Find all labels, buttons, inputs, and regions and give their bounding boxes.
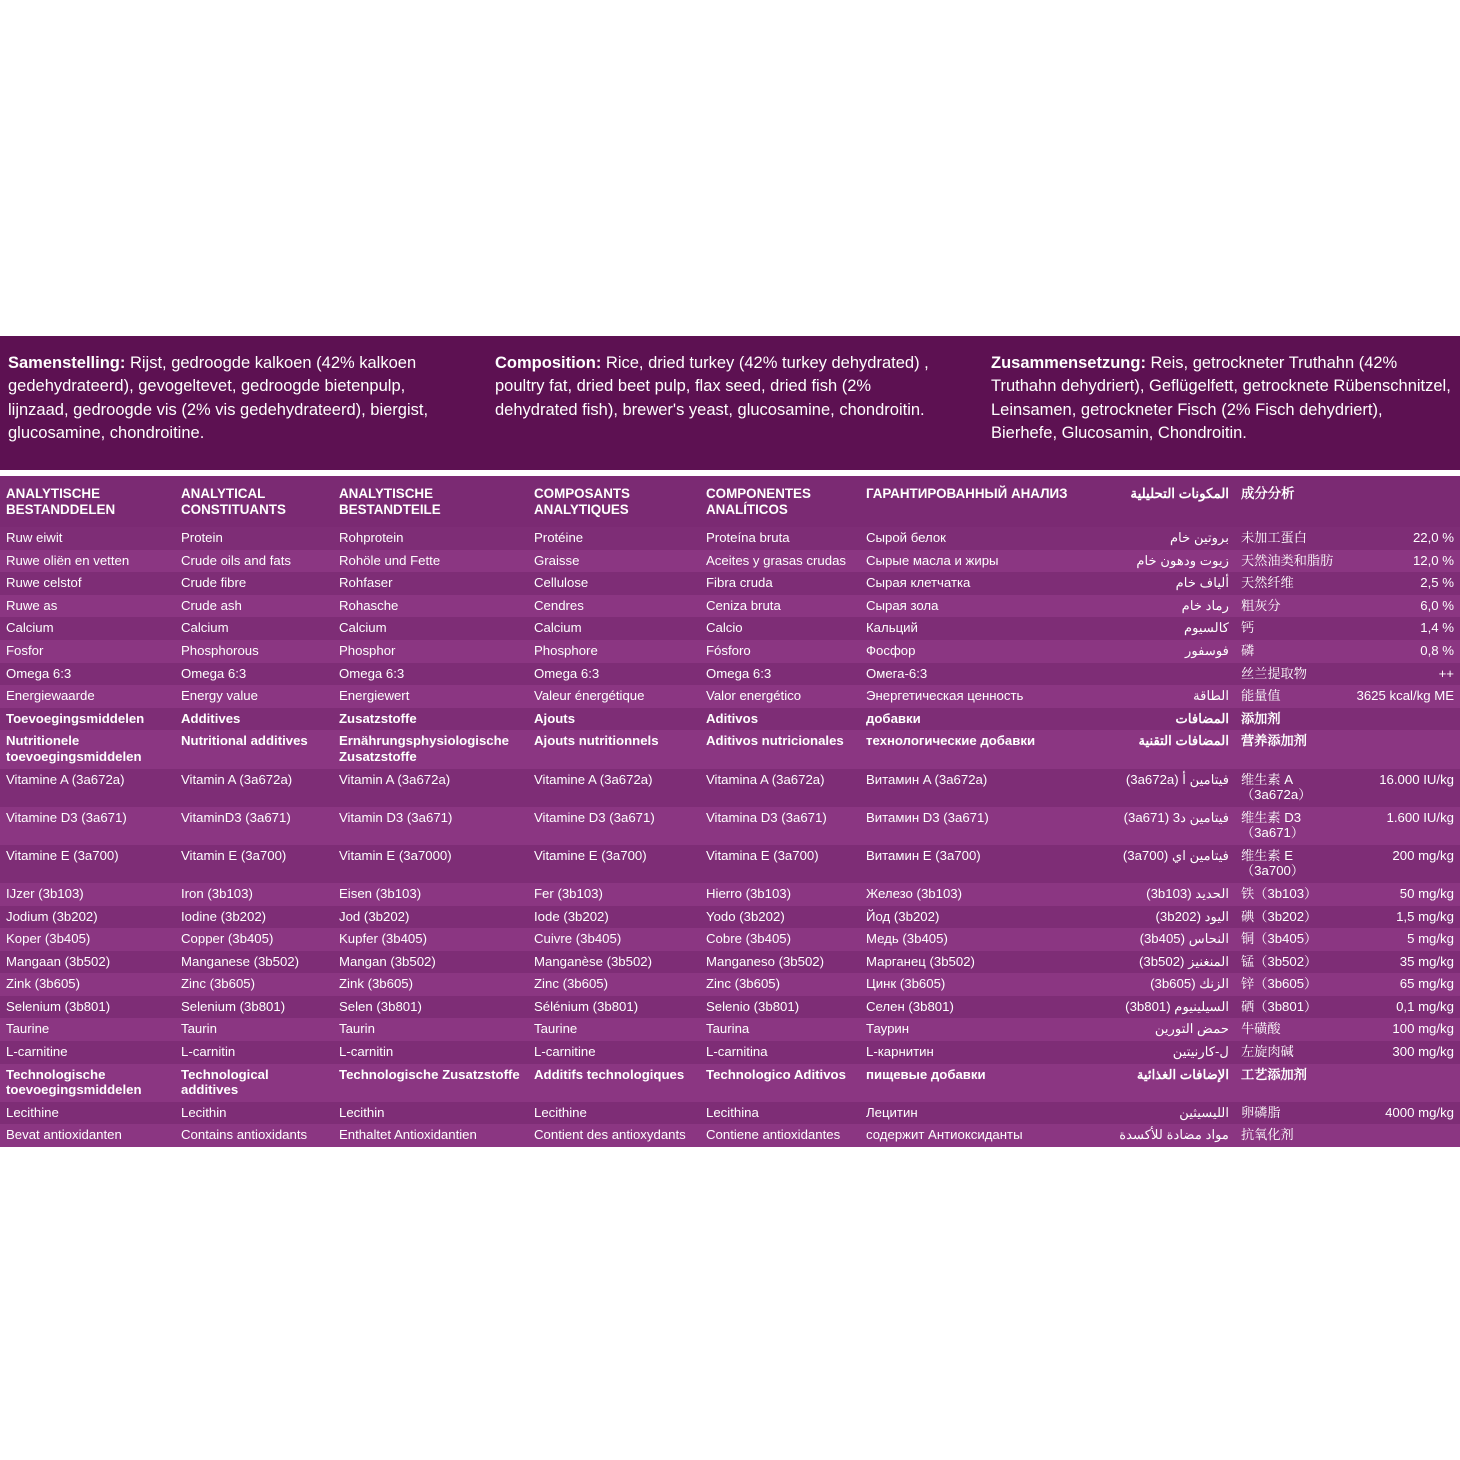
table-cell-ru: Сырая клетчатка	[860, 572, 1088, 595]
table-cell-de: Rohfaser	[333, 572, 528, 595]
table-cell-ar: اليود (3b202)	[1088, 906, 1235, 929]
table-cell-ru: Энергетическая ценность	[860, 685, 1088, 708]
table-cell-ru: Железо (3b103)	[860, 883, 1088, 906]
table-cell-ar: الحديد (3b103)	[1088, 883, 1235, 906]
composition-text-en: Rice, dried turkey (42% turkey dehydrated) , poultry fat, dried beet pulp, flax seed, dried fish (2% dehydrated fish), brewer's yeast, glucosamine, chondroitin.	[495, 354, 929, 419]
composition-column-en	[495, 352, 991, 470]
table-cell-en: Zinc (3b605)	[175, 973, 333, 996]
table-cell-fr: Phosphore	[528, 640, 700, 663]
table-cell-ru: пищевые добавки	[860, 1064, 1088, 1102]
table-cell-en: Calcium	[175, 617, 333, 640]
table-cell-zh: 磷	[1235, 640, 1345, 663]
table-cell-es: Omega 6:3	[700, 663, 860, 686]
table-cell-de: Omega 6:3	[333, 663, 528, 686]
table-cell-zh: 维生素 D3（3a671）	[1235, 807, 1345, 845]
table-cell-zh: 锌（3b605）	[1235, 973, 1345, 996]
table-cell-val	[1345, 1064, 1460, 1102]
header-cell-zh: 成分分析	[1235, 476, 1345, 527]
table-cell-de: Zusatzstoffe	[333, 708, 528, 731]
table-cell-fr: Contient des antioxydants	[528, 1124, 700, 1147]
table-cell-de: Taurin	[333, 1018, 528, 1041]
table-cell-de: Energiewert	[333, 685, 528, 708]
table-row	[0, 1102, 1460, 1125]
table-row	[0, 617, 1460, 640]
table-cell-nl: Ruwe celstof	[0, 572, 175, 595]
composition-label-nl: Samenstelling:	[8, 354, 126, 372]
table-cell-en: Vitamin E (3a700)	[175, 845, 333, 883]
table-cell-zh: 工艺添加剂	[1235, 1064, 1345, 1102]
table-cell-val: 3625 kcal/kg ME	[1345, 685, 1460, 708]
header-cell-es: COMPONENTES ANALÍTICOS	[700, 476, 860, 527]
table-cell-es: Calcio	[700, 617, 860, 640]
table-cell-fr: Vitamine A (3a672a)	[528, 769, 700, 807]
table-cell-ar: بروتين خام	[1088, 527, 1235, 550]
table-row	[0, 572, 1460, 595]
table-cell-fr: Iode (3b202)	[528, 906, 700, 929]
table-cell-es: Vitamina E (3a700)	[700, 845, 860, 883]
table-cell-nl: Toevoegingsmiddelen	[0, 708, 175, 731]
table-cell-de: L-carnitin	[333, 1041, 528, 1064]
table-cell-de: Rohöle und Fette	[333, 550, 528, 573]
table-cell-zh: 抗氧化剂	[1235, 1124, 1345, 1147]
table-cell-ar: مواد مضادة للأكسدة	[1088, 1124, 1235, 1147]
table-cell-de: Technologische Zusatzstoffe	[333, 1064, 528, 1102]
table-cell-es: Manganeso (3b502)	[700, 951, 860, 974]
table-cell-val: 1,5 mg/kg	[1345, 906, 1460, 929]
table-cell-val: 300 mg/kg	[1345, 1041, 1460, 1064]
table-cell-ar: كالسيوم	[1088, 617, 1235, 640]
table-row	[0, 906, 1460, 929]
table-cell-en: Taurin	[175, 1018, 333, 1041]
table-row	[0, 640, 1460, 663]
table-cell-en: Additives	[175, 708, 333, 731]
table-cell-en: Omega 6:3	[175, 663, 333, 686]
table-cell-en: Vitamin A (3a672a)	[175, 769, 333, 807]
table-cell-ar: المضافات	[1088, 708, 1235, 731]
table-cell-ru: технологические добавки	[860, 730, 1088, 768]
table-cell-val: 200 mg/kg	[1345, 845, 1460, 883]
table-cell-ar: ألياف خام	[1088, 572, 1235, 595]
table-cell-val: 100 mg/kg	[1345, 1018, 1460, 1041]
table-cell-ru: Селен (3b801)	[860, 996, 1088, 1019]
table-cell-val: 22,0 %	[1345, 527, 1460, 550]
table-cell-zh: 天然油类和脂肪	[1235, 550, 1345, 573]
table-row	[0, 663, 1460, 686]
table-cell-nl: Mangaan (3b502)	[0, 951, 175, 974]
table-cell-fr: Cellulose	[528, 572, 700, 595]
table-row	[0, 883, 1460, 906]
table-cell-es: Yodo (3b202)	[700, 906, 860, 929]
table-cell-fr: Omega 6:3	[528, 663, 700, 686]
table-cell-en: Contains antioxidants	[175, 1124, 333, 1147]
table-cell-fr: Taurine	[528, 1018, 700, 1041]
table-cell-nl: Bevat antioxidanten	[0, 1124, 175, 1147]
table-cell-val: 2,5 %	[1345, 572, 1460, 595]
table-cell-zh: 左旋肉碱	[1235, 1041, 1345, 1064]
table-cell-fr: Cendres	[528, 595, 700, 618]
table-cell-nl: Calcium	[0, 617, 175, 640]
table-cell-ru: Кальций	[860, 617, 1088, 640]
table-cell-ar: فيتامين اي (3a700)	[1088, 845, 1235, 883]
table-cell-es: Ceniza bruta	[700, 595, 860, 618]
table-cell-zh: 维生素 A（3a672a）	[1235, 769, 1345, 807]
table-cell-val	[1345, 1124, 1460, 1147]
table-cell-es: Vitamina D3 (3a671)	[700, 807, 860, 845]
table-cell-ru: Марганец (3b502)	[860, 951, 1088, 974]
table-cell-ar: السيلينيوم (3b801)	[1088, 996, 1235, 1019]
table-cell-nl: Energiewaarde	[0, 685, 175, 708]
table-cell-fr: Valeur énergétique	[528, 685, 700, 708]
table-cell-nl: Vitamine D3 (3a671)	[0, 807, 175, 845]
table-cell-fr: Manganèse (3b502)	[528, 951, 700, 974]
table-cell-nl: Lecithine	[0, 1102, 175, 1125]
table-row	[0, 527, 1460, 550]
table-cell-val: ++	[1345, 663, 1460, 686]
table-cell-es: Technologico Aditivos	[700, 1064, 860, 1102]
table-cell-ru: L-карнитин	[860, 1041, 1088, 1064]
table-cell-fr: Additifs technologiques	[528, 1064, 700, 1102]
table-cell-en: Selenium (3b801)	[175, 996, 333, 1019]
table-cell-nl: Taurine	[0, 1018, 175, 1041]
table-row	[0, 973, 1460, 996]
table-cell-ru: Таурин	[860, 1018, 1088, 1041]
table-cell-de: Vitamin D3 (3a671)	[333, 807, 528, 845]
table-cell-zh: 能量值	[1235, 685, 1345, 708]
table-row	[0, 996, 1460, 1019]
composition-column-de	[991, 352, 1460, 470]
table-cell-fr: Ajouts nutritionnels	[528, 730, 700, 768]
table-cell-fr: L-carnitine	[528, 1041, 700, 1064]
table-cell-val: 65 mg/kg	[1345, 973, 1460, 996]
table-cell-ru: Фосфор	[860, 640, 1088, 663]
table-cell-de: Jod (3b202)	[333, 906, 528, 929]
table-cell-val: 4000 mg/kg	[1345, 1102, 1460, 1125]
table-cell-fr: Zinc (3b605)	[528, 973, 700, 996]
composition-column-nl	[0, 352, 495, 470]
table-cell-en: Energy value	[175, 685, 333, 708]
table-cell-de: Selen (3b801)	[333, 996, 528, 1019]
table-cell-ar: ل-كارنيتين	[1088, 1041, 1235, 1064]
table-cell-val: 16.000 IU/kg	[1345, 769, 1460, 807]
table-cell-ar: الزنك (3b605)	[1088, 973, 1235, 996]
header-cell-fr: COMPOSANTS ANALYTIQUES	[528, 476, 700, 527]
table-cell-en: Lecithin	[175, 1102, 333, 1125]
analytical-constituents-table	[0, 476, 1460, 1147]
table-cell-zh: 丝兰提取物	[1235, 663, 1345, 686]
table-cell-es: Aditivos	[700, 708, 860, 731]
table-cell-de: Lecithin	[333, 1102, 528, 1125]
table-cell-val: 6,0 %	[1345, 595, 1460, 618]
table-cell-es: Zinc (3b605)	[700, 973, 860, 996]
table-cell-de: Kupfer (3b405)	[333, 928, 528, 951]
table-row	[0, 1018, 1460, 1041]
table-cell-en: Technological additives	[175, 1064, 333, 1102]
table-cell-fr: Vitamine D3 (3a671)	[528, 807, 700, 845]
table-cell-val: 35 mg/kg	[1345, 951, 1460, 974]
table-cell-zh: 钙	[1235, 617, 1345, 640]
table-cell-es: Fibra cruda	[700, 572, 860, 595]
table-cell-es: Vitamina A (3a672a)	[700, 769, 860, 807]
table-cell-ru: Цинк (3b605)	[860, 973, 1088, 996]
table-cell-val: 12,0 %	[1345, 550, 1460, 573]
table-cell-val: 5 mg/kg	[1345, 928, 1460, 951]
header-cell-en: ANALYTICAL CONSTITUANTS	[175, 476, 333, 527]
table-cell-fr: Sélénium (3b801)	[528, 996, 700, 1019]
table-cell-ru: Йод (3b202)	[860, 906, 1088, 929]
table-cell-nl: IJzer (3b103)	[0, 883, 175, 906]
table-cell-zh: 营养添加剂	[1235, 730, 1345, 768]
table-cell-zh: 未加工蛋白	[1235, 527, 1345, 550]
table-cell-ru: Витамин D3 (3a671)	[860, 807, 1088, 845]
table-cell-en: Protein	[175, 527, 333, 550]
table-row	[0, 845, 1460, 883]
table-row	[0, 769, 1460, 807]
table-cell-nl: Selenium (3b801)	[0, 996, 175, 1019]
composition-text-nl: Rijst, gedroogde kalkoen (42% kalkoen gedehydrateerd), gevogeltevet, gedroogde bietenpulp, lijnzaad, gedroogde vis (2% vis gedehydrateerd), biergist, glucosamine, chondroitine.	[8, 354, 429, 443]
table-cell-ru: Сырые масла и жиры	[860, 550, 1088, 573]
table-cell-val: 50 mg/kg	[1345, 883, 1460, 906]
table-cell-ru: добавки	[860, 708, 1088, 731]
table-cell-val: 0,1 mg/kg	[1345, 996, 1460, 1019]
table-cell-es: Valor energético	[700, 685, 860, 708]
table-cell-de: Calcium	[333, 617, 528, 640]
table-cell-nl: Vitamine E (3a700)	[0, 845, 175, 883]
table-cell-fr: Graisse	[528, 550, 700, 573]
table-cell-ar: زيوت ودهون خام	[1088, 550, 1235, 573]
table-cell-zh: 锰（3b502）	[1235, 951, 1345, 974]
table-cell-es: L-carnitina	[700, 1041, 860, 1064]
table-cell-val: 0,8 %	[1345, 640, 1460, 663]
table-cell-ru: Витамин A (3a672a)	[860, 769, 1088, 807]
table-cell-es: Cobre (3b405)	[700, 928, 860, 951]
table-cell-zh: 铁（3b103）	[1235, 883, 1345, 906]
table-cell-val: 1.600 IU/kg	[1345, 807, 1460, 845]
table-cell-en: Copper (3b405)	[175, 928, 333, 951]
table-cell-fr: Fer (3b103)	[528, 883, 700, 906]
table-cell-en: VitaminD3 (3a671)	[175, 807, 333, 845]
header-cell-value	[1345, 476, 1460, 527]
table-cell-nl: Ruwe as	[0, 595, 175, 618]
table-cell-val: 1,4 %	[1345, 617, 1460, 640]
table-row	[0, 1124, 1460, 1147]
table-cell-ar: الإضافات الغذائية	[1088, 1064, 1235, 1102]
table-row	[0, 730, 1460, 768]
table-cell-nl: Technologische toevoegingsmiddelen	[0, 1064, 175, 1102]
table-row	[0, 595, 1460, 618]
table-cell-de: Mangan (3b502)	[333, 951, 528, 974]
table-cell-en: Iodine (3b202)	[175, 906, 333, 929]
table-cell-en: Phosphorous	[175, 640, 333, 663]
table-cell-fr: Calcium	[528, 617, 700, 640]
table-cell-ru: Сырая зола	[860, 595, 1088, 618]
table-cell-en: Crude oils and fats	[175, 550, 333, 573]
table-cell-ar: المضافات التقنية	[1088, 730, 1235, 768]
composition-panel	[0, 336, 1460, 470]
table-cell-ar: النحاس (3b405)	[1088, 928, 1235, 951]
table-cell-zh: 天然纤维	[1235, 572, 1345, 595]
table-row	[0, 708, 1460, 731]
table-cell-en: Crude ash	[175, 595, 333, 618]
table-cell-nl: Ruwe oliën en vetten	[0, 550, 175, 573]
table-cell-en: Nutritional additives	[175, 730, 333, 768]
table-cell-zh: 维生素 E（3a700）	[1235, 845, 1345, 883]
table-cell-fr: Protéine	[528, 527, 700, 550]
table-cell-es: Contiene antioxidantes	[700, 1124, 860, 1147]
table-cell-ar	[1088, 663, 1235, 686]
table-cell-en: L-carnitin	[175, 1041, 333, 1064]
table-cell-ar: المنغنيز (3b502)	[1088, 951, 1235, 974]
table-cell-de: Vitamin A (3a672a)	[333, 769, 528, 807]
table-cell-en: Crude fibre	[175, 572, 333, 595]
table-cell-es: Proteína bruta	[700, 527, 860, 550]
table-row	[0, 685, 1460, 708]
table-cell-zh: 添加剂	[1235, 708, 1345, 731]
table-cell-ar: الطاقة	[1088, 685, 1235, 708]
table-cell-es: Taurina	[700, 1018, 860, 1041]
table-cell-es: Lecithina	[700, 1102, 860, 1125]
header-cell-ar: المكونات التحليلية	[1088, 476, 1235, 527]
table-cell-de: Eisen (3b103)	[333, 883, 528, 906]
table-header-row	[0, 476, 1460, 527]
table-cell-ar: الليسيثين	[1088, 1102, 1235, 1125]
table-cell-ar: فيتامين د3 (3a671)	[1088, 807, 1235, 845]
table-cell-es: Selenio (3b801)	[700, 996, 860, 1019]
table-cell-nl: Koper (3b405)	[0, 928, 175, 951]
table-cell-ar: فيتامين أ (3a672a)	[1088, 769, 1235, 807]
table-cell-fr: Lecithine	[528, 1102, 700, 1125]
table-cell-de: Enthaltet Antioxidantien	[333, 1124, 528, 1147]
table-cell-fr: Ajouts	[528, 708, 700, 731]
table-cell-val	[1345, 730, 1460, 768]
table-cell-nl: Zink (3b605)	[0, 973, 175, 996]
table-row	[0, 1041, 1460, 1064]
table-cell-ru: Омега-6:3	[860, 663, 1088, 686]
table-cell-es: Aditivos nutricionales	[700, 730, 860, 768]
table-cell-en: Iron (3b103)	[175, 883, 333, 906]
table-cell-zh: 碘（3b202）	[1235, 906, 1345, 929]
table-row	[0, 807, 1460, 845]
table-cell-zh: 硒（3b801）	[1235, 996, 1345, 1019]
table-cell-ar: فوسفور	[1088, 640, 1235, 663]
table-cell-zh: 卵磷脂	[1235, 1102, 1345, 1125]
header-cell-nl: ANALYTISCHE BESTANDDELEN	[0, 476, 175, 527]
table-cell-nl: Jodium (3b202)	[0, 906, 175, 929]
table-cell-de: Zink (3b605)	[333, 973, 528, 996]
table-cell-zh: 牛磺酸	[1235, 1018, 1345, 1041]
composition-text-de: Reis, getrockneter Truthahn (42% Truthahn dehydriert), Geflügelfett, getrocknete Rübenschnitzel, Leinsamen, getrockneter Fisch (2% Fisch dehydriert), Bierhefe, Glucosamin, Chondroitin.	[991, 354, 1451, 443]
table-cell-val	[1345, 708, 1460, 731]
table-cell-de: Rohprotein	[333, 527, 528, 550]
table-cell-fr: Cuivre (3b405)	[528, 928, 700, 951]
composition-label-en: Composition:	[495, 354, 602, 372]
table-cell-ru: Сырой белок	[860, 527, 1088, 550]
table-row	[0, 550, 1460, 573]
table-cell-nl: Fosfor	[0, 640, 175, 663]
table-cell-es: Aceites y grasas crudas	[700, 550, 860, 573]
table-cell-nl: L-carnitine	[0, 1041, 175, 1064]
table-row	[0, 1064, 1460, 1102]
table-cell-nl: Omega 6:3	[0, 663, 175, 686]
table-cell-nl: Nutritionele toevoegingsmiddelen	[0, 730, 175, 768]
table-cell-en: Manganese (3b502)	[175, 951, 333, 974]
table-cell-de: Vitamin E (3a7000)	[333, 845, 528, 883]
table-row	[0, 951, 1460, 974]
table-cell-nl: Ruw eiwit	[0, 527, 175, 550]
header-cell-ru: ГАРАНТИРОВАННЫЙ АНАЛИЗ	[860, 476, 1088, 527]
composition-label-de: Zusammensetzung:	[991, 354, 1146, 372]
table-cell-es: Fósforo	[700, 640, 860, 663]
table-cell-de: Phosphor	[333, 640, 528, 663]
table-cell-fr: Vitamine E (3a700)	[528, 845, 700, 883]
table-cell-de: Ernährungsphysiologische Zusatzstoffe	[333, 730, 528, 768]
table-cell-ru: Лецитин	[860, 1102, 1088, 1125]
table-cell-nl: Vitamine A (3a672a)	[0, 769, 175, 807]
header-cell-de: ANALYTISCHE BESTANDTEILE	[333, 476, 528, 527]
table-cell-ru: Витамин E (3a700)	[860, 845, 1088, 883]
table-cell-ar: رماد خام	[1088, 595, 1235, 618]
table-cell-zh: 铜（3b405）	[1235, 928, 1345, 951]
table-row	[0, 928, 1460, 951]
table-cell-ar: حمض التورين	[1088, 1018, 1235, 1041]
table-cell-ru: содержит Антиоксиданты	[860, 1124, 1088, 1147]
table-cell-de: Rohasche	[333, 595, 528, 618]
table-cell-es: Hierro (3b103)	[700, 883, 860, 906]
table-cell-ru: Медь (3b405)	[860, 928, 1088, 951]
table-cell-zh: 粗灰分	[1235, 595, 1345, 618]
